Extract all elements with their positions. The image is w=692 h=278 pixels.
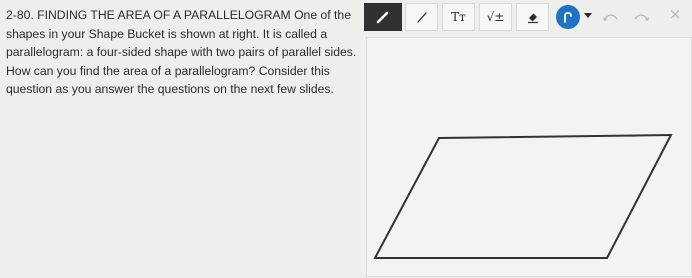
- math-tool-button[interactable]: [479, 3, 512, 31]
- redo-button[interactable]: [632, 8, 650, 24]
- problem-line-3: parallelogram: a four-sided shape with two pairs of parallel sides.: [6, 45, 357, 60]
- text-tool-button[interactable]: [442, 3, 475, 31]
- color-picker-button[interactable]: [556, 5, 580, 29]
- line-icon: [415, 10, 429, 24]
- eraser-tool-button[interactable]: [516, 3, 549, 31]
- math-icon: √±: [486, 10, 505, 24]
- pen-icon: [375, 9, 391, 25]
- redo-icon: [632, 8, 650, 24]
- problem-statement: [6, 6, 356, 99]
- color-dropdown-button[interactable]: [583, 11, 593, 21]
- color-picker-icon: [561, 10, 575, 24]
- parallelogram-shape: [367, 38, 692, 278]
- problem-line-5: question as you answer the questions on the next few slides.: [6, 82, 334, 97]
- close-icon[interactable]: ×: [668, 5, 682, 23]
- chevron-down-icon: [584, 13, 592, 19]
- problem-line-4: How can you find the area of a parallelogram? Consider this: [6, 63, 330, 78]
- problem-line-1: 2-80. FINDING THE AREA OF A PARALLELOGRAM One of the: [6, 8, 351, 22]
- pen-tool-button[interactable]: [364, 3, 402, 31]
- drawing-toolbar: [364, 3, 692, 31]
- eraser-icon: [525, 9, 541, 25]
- line-tool-button[interactable]: [405, 3, 438, 31]
- drawing-canvas[interactable]: [366, 37, 692, 277]
- problem-line-2: shapes in your Shape Bucket is shown at right. It is called a: [6, 26, 328, 41]
- text-icon: Tт: [451, 10, 466, 24]
- undo-button[interactable]: [602, 8, 620, 24]
- undo-icon: [602, 8, 620, 24]
